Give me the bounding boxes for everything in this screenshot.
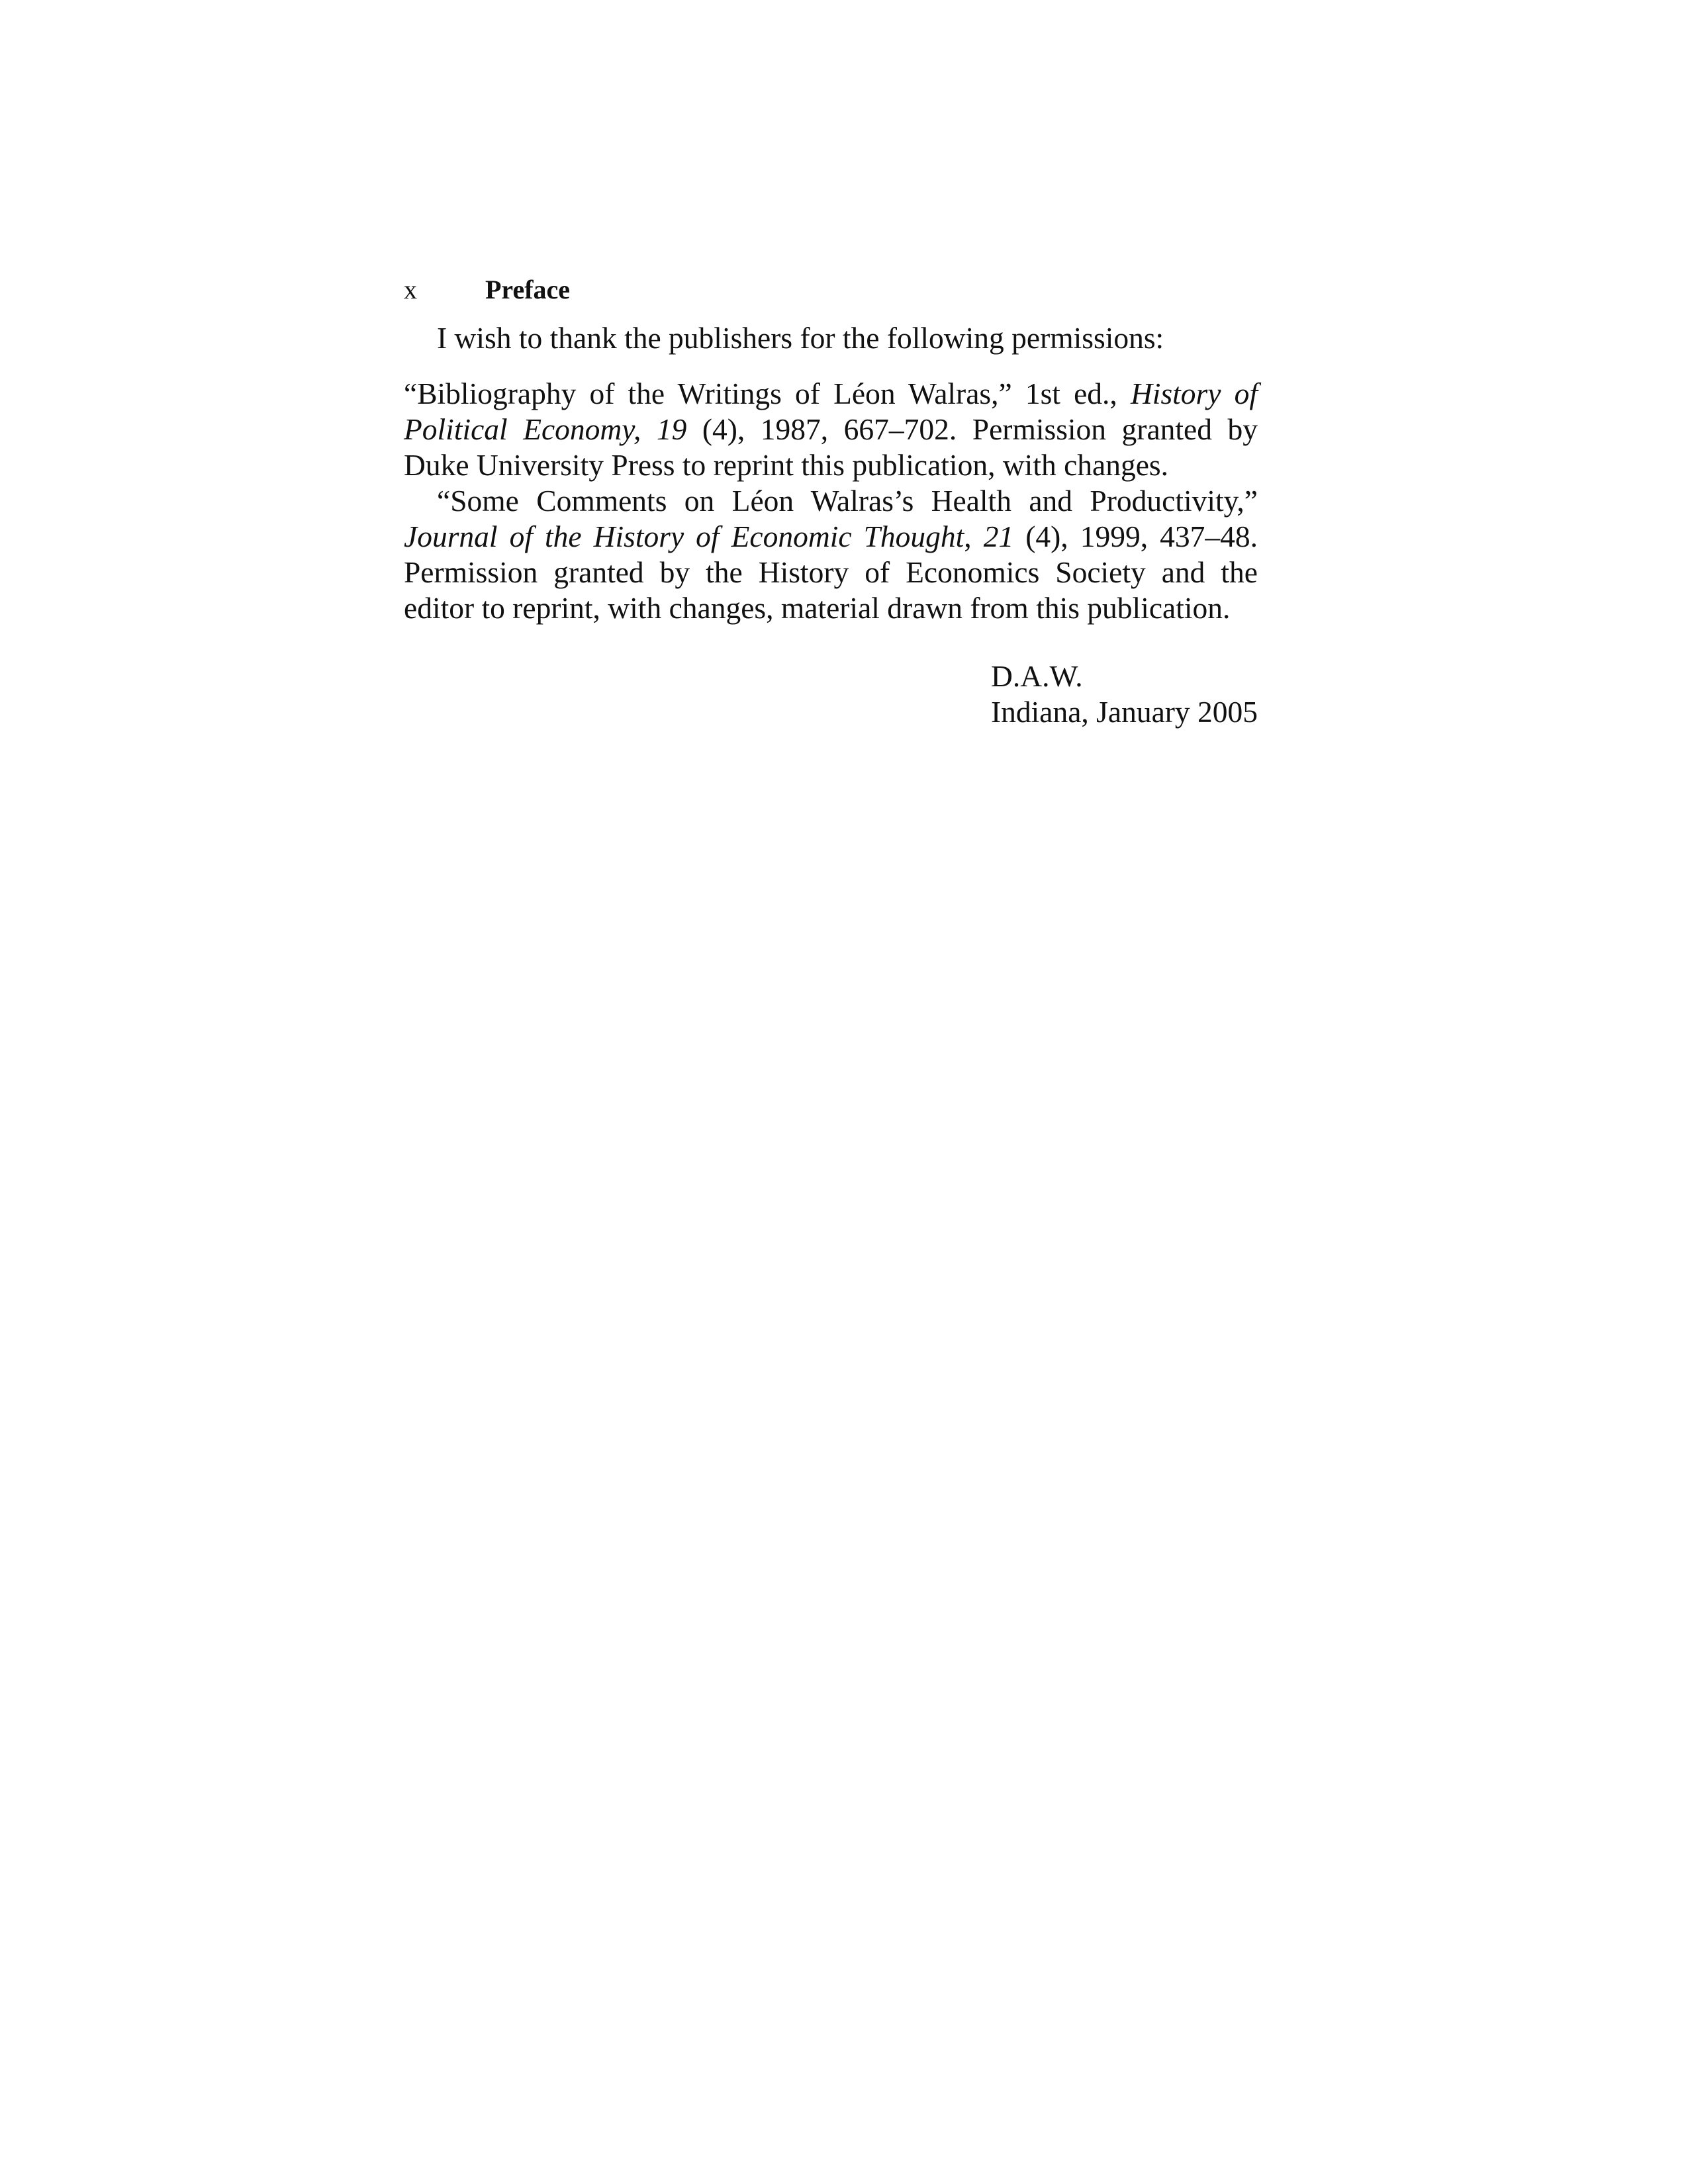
page-number: x (404, 275, 417, 304)
running-head: Preface (485, 275, 571, 304)
permission-2-separator: , (964, 520, 984, 553)
permission-paragraph-1 (404, 376, 1258, 483)
permission-2-lead: “Some Comments on Léon Walras’s Health and Productivity,” (437, 484, 1258, 518)
signature-initials: D.A.W. (991, 659, 1083, 693)
signature-place-date: Indiana, January 2005 (991, 695, 1258, 729)
permission-1-lead: “Bibliography of the Writings of Léon Walras,” 1st ed., (404, 377, 1131, 410)
permission-paragraph-2 (404, 483, 1258, 626)
permission-1-rest: (4), 1987, 667–702. Permission granted by Duke University Press to reprint this publication, with changes. (404, 412, 1258, 482)
intro-paragraph: I wish to thank the publishers for the following permissions: (437, 321, 1164, 355)
permission-2-source: Journal of the History of Economic Thought (404, 520, 964, 553)
signature-block (991, 659, 1258, 730)
body-text (404, 320, 1258, 626)
permission-2-volume: 21 (983, 520, 1014, 553)
permission-1-source: History of Political Economy, 19 (404, 377, 1258, 446)
page-header (404, 270, 1264, 310)
permission-2-rest: (4), 1999, 437–48. Permission granted by the History of Economics Society and the editor to reprint, with changes, material drawn from this publication. (404, 520, 1258, 625)
